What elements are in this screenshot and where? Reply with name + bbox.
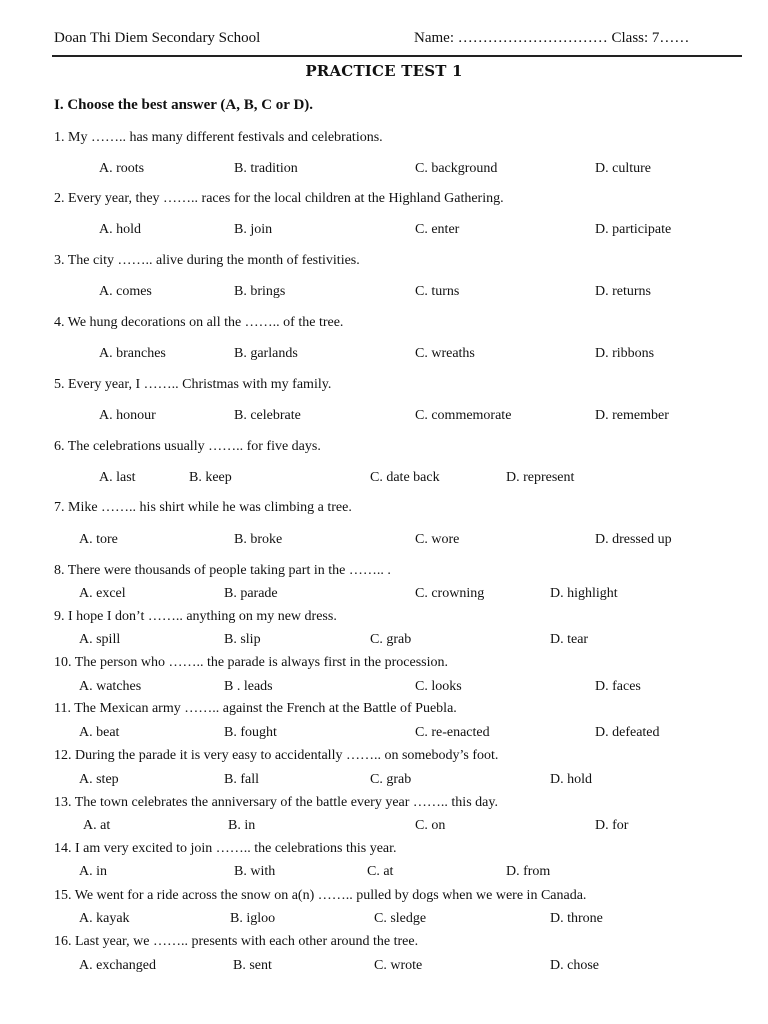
answer-option: B. igloo xyxy=(230,911,276,926)
page-title: PRACTICE TEST 1 xyxy=(305,62,463,80)
answer-option: A. last xyxy=(99,470,136,485)
answer-option: D. hold xyxy=(550,772,592,787)
answer-option: A. exchanged xyxy=(79,958,156,973)
answer-option: A. tore xyxy=(79,532,118,547)
answer-option: D. for xyxy=(595,818,629,833)
answer-option: C. wore xyxy=(415,532,460,547)
question-text: 8. There were thousands of people taking part in the …….. . xyxy=(54,563,391,578)
answer-option: D. culture xyxy=(595,161,651,176)
header-divider xyxy=(52,55,742,57)
question-text: 7. Mike …….. his shirt while he was climbing a tree. xyxy=(54,500,352,515)
answer-option: C. looks xyxy=(415,679,462,694)
answer-option: B . leads xyxy=(224,679,273,694)
answer-option: B. broke xyxy=(234,532,283,547)
answer-option: D. ribbons xyxy=(595,346,655,361)
answer-option: C. on xyxy=(415,818,446,833)
answer-option: B. join xyxy=(234,222,273,237)
answer-option: B. brings xyxy=(234,284,286,299)
answer-option: C. sledge xyxy=(374,911,427,926)
answer-option: C. crowning xyxy=(415,586,485,601)
answer-option: B. fall xyxy=(224,772,259,787)
answer-option: C. grab xyxy=(370,772,412,787)
answer-option: A. beat xyxy=(79,725,120,740)
answer-option: C. commemorate xyxy=(415,408,512,423)
question-text: 12. During the parade it is very easy to accidentally …….. on somebody’s foot. xyxy=(54,748,499,763)
answer-option: D. represent xyxy=(506,470,575,485)
answer-option: D. dressed up xyxy=(595,532,672,547)
answer-option: D. defeated xyxy=(595,725,660,740)
question-text: 16. Last year, we …….. presents with each other around the tree. xyxy=(54,934,419,949)
answer-option: C. wreaths xyxy=(415,346,475,361)
section-heading: I. Choose the best answer (A, B, C or D). xyxy=(54,97,314,113)
answer-option: A. honour xyxy=(99,408,156,423)
answer-option: B. keep xyxy=(189,470,232,485)
answer-option: C. re-enacted xyxy=(415,725,490,740)
answer-option: D. participate xyxy=(595,222,672,237)
answer-option: A. in xyxy=(79,864,107,879)
answer-option: B. with xyxy=(234,864,276,879)
question-text: 4. We hung decorations on all the …….. of the tree. xyxy=(54,315,344,330)
answer-option: D. chose xyxy=(550,958,599,973)
answer-option: B. in xyxy=(228,818,256,833)
question-text: 10. The person who …….. the parade is always first in the procession. xyxy=(54,655,448,670)
answer-option: C. date back xyxy=(370,470,440,485)
answer-option: D. tear xyxy=(550,632,589,647)
answer-option: D. returns xyxy=(595,284,651,299)
answer-option: B. parade xyxy=(224,586,278,601)
answer-option: B. slip xyxy=(224,632,261,647)
answer-option: D. highlight xyxy=(550,586,618,601)
question-text: 13. The town celebrates the anniversary of the battle every year …….. this day. xyxy=(54,795,498,810)
answer-option: D. from xyxy=(506,864,551,879)
answer-option: A. comes xyxy=(99,284,152,299)
answer-option: A. hold xyxy=(99,222,141,237)
answer-option: B. tradition xyxy=(234,161,298,176)
question-text: 1. My …….. has many different festivals and celebrations. xyxy=(54,130,383,145)
answer-option: A. watches xyxy=(79,679,142,694)
answer-option: C. background xyxy=(415,161,498,176)
question-text: 2. Every year, they …….. races for the local children at the Highland Gathering. xyxy=(54,191,504,206)
answer-option: C. turns xyxy=(415,284,460,299)
name-class-line: Name: ………………………… Class: 7…… xyxy=(414,30,690,46)
answer-option: A. at xyxy=(83,818,111,833)
answer-option: C. grab xyxy=(370,632,412,647)
answer-option: A. excel xyxy=(79,586,126,601)
school-name: Doan Thi Diem Secondary School xyxy=(54,30,261,46)
question-text: 3. The city …….. alive during the month of festivities. xyxy=(54,253,360,268)
answer-option: C. enter xyxy=(415,222,460,237)
answer-option: B. celebrate xyxy=(234,408,301,423)
question-text: 15. We went for a ride across the snow on a(n) …….. pulled by dogs when we were in Canada. xyxy=(54,888,587,903)
question-text: 11. The Mexican army …….. against the French at the Battle of Puebla. xyxy=(54,701,457,716)
answer-option: A. step xyxy=(79,772,119,787)
answer-option: D. remember xyxy=(595,408,669,423)
question-text: 6. The celebrations usually …….. for five days. xyxy=(54,439,321,454)
answer-option: D. throne xyxy=(550,911,603,926)
answer-option: C. at xyxy=(367,864,394,879)
answer-option: B. sent xyxy=(233,958,272,973)
answer-option: A. spill xyxy=(79,632,121,647)
answer-option: A. kayak xyxy=(79,911,130,926)
answer-option: A. roots xyxy=(99,161,145,176)
answer-option: D. faces xyxy=(595,679,641,694)
answer-option: B. fought xyxy=(224,725,277,740)
question-text: 9. I hope I don’t …….. anything on my new dress. xyxy=(54,609,337,624)
answer-option: C. wrote xyxy=(374,958,423,973)
answer-option: B. garlands xyxy=(234,346,298,361)
answer-option: A. branches xyxy=(99,346,166,361)
question-text: 5. Every year, I …….. Christmas with my family. xyxy=(54,377,332,392)
question-text: 14. I am very excited to join …….. the celebrations this year. xyxy=(54,841,397,856)
